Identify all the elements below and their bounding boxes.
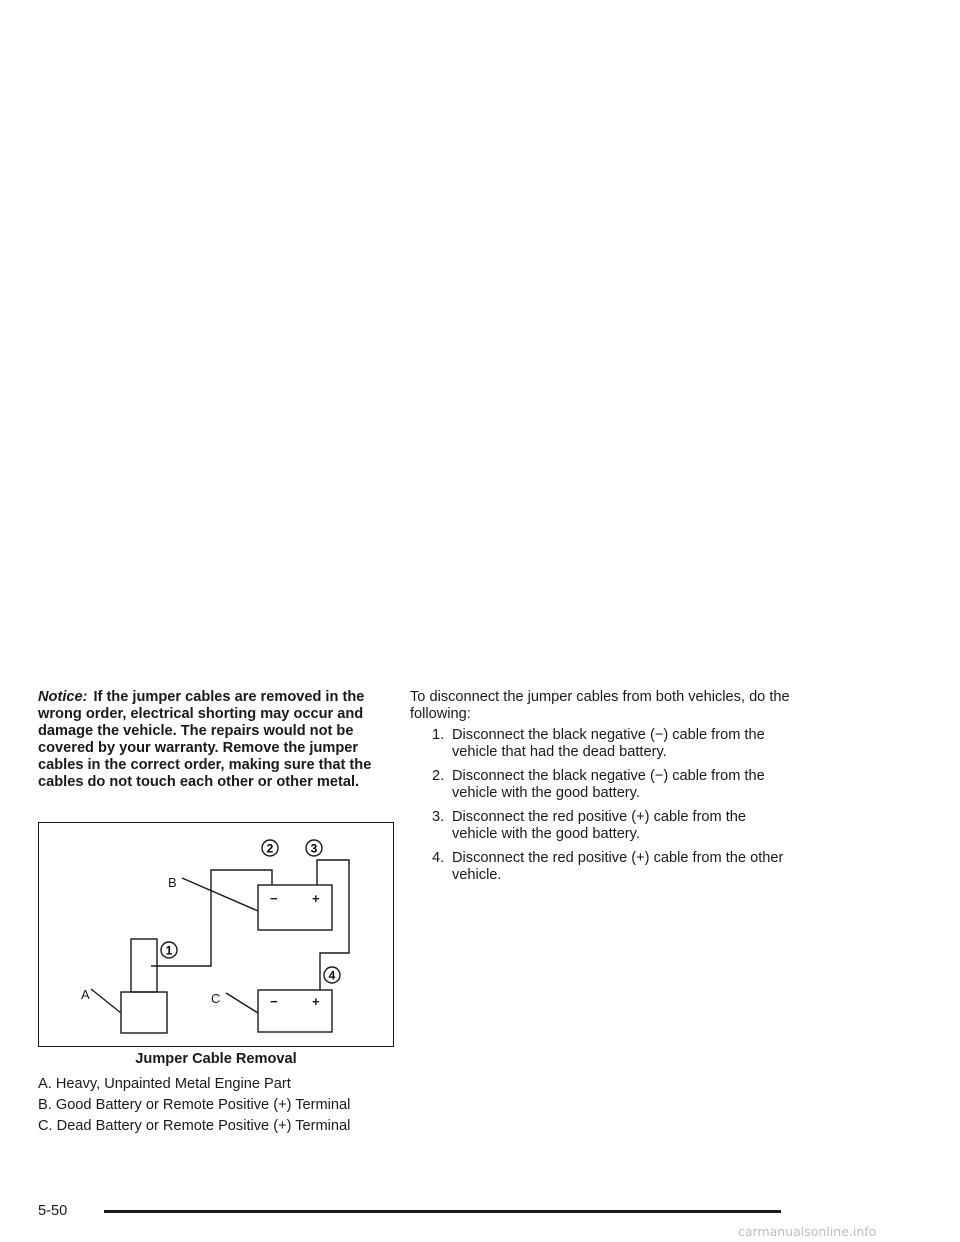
diagram-svg (39, 823, 395, 1048)
instructions-block (410, 689, 790, 891)
notice-label: Notice: (38, 689, 88, 705)
notice-block (38, 689, 398, 791)
step-text: Disconnect the red positive (+) cable from the vehicle with the good battery. (452, 809, 747, 842)
step-number: 4. (432, 850, 445, 866)
step-text: Disconnect the red positive (+) cable from the other vehicle. (452, 850, 784, 883)
label-c: C (211, 991, 221, 1006)
notice-text: If the jumper cables are removed in the wrong order, electrical shorting may occur and damage the vehicle. The repairs would not be covered by your warranty. Remove the jumper cables in the correct order, making sure that the cables do not touch each other or other metal. (38, 689, 372, 790)
jumper-cable-diagram (38, 822, 394, 1047)
notice-paragraph (38, 689, 398, 791)
step-item (410, 850, 790, 884)
step-number: 1. (432, 727, 445, 743)
callout-4: 4 (328, 968, 336, 983)
legend-item-c: C. Dead Battery or Remote Positive (+) Terminal (38, 1118, 351, 1134)
step-item (410, 809, 790, 843)
watermark-text: carmanualsonline.info (738, 1224, 877, 1239)
footer-rule (104, 1210, 781, 1213)
dead-battery-plus: + (312, 994, 320, 1009)
leader-c (226, 993, 258, 1013)
dead-battery-minus: − (270, 994, 278, 1009)
callout-3: 3 (310, 841, 318, 856)
engine-part-shape (121, 992, 167, 1033)
figure-legend (38, 1076, 398, 1139)
figure-caption: Jumper Cable Removal (135, 1051, 297, 1067)
instructions-intro: To disconnect the jumper cables from both vehicles, do the following: (410, 689, 790, 722)
step-item (410, 727, 790, 761)
callout-1: 1 (165, 943, 173, 958)
callout-2: 2 (266, 841, 274, 856)
good-battery-plus: + (312, 891, 320, 906)
good-battery-minus: − (270, 891, 278, 906)
page-number: 5-50 (38, 1203, 68, 1219)
step-text: Disconnect the black negative (−) cable from the vehicle with the good battery. (452, 768, 765, 801)
leader-a (91, 989, 121, 1013)
step-number: 3. (432, 809, 445, 825)
label-b: B (168, 875, 177, 890)
legend-item-b: B. Good Battery or Remote Positive (+) Terminal (38, 1097, 351, 1113)
step-item (410, 768, 790, 802)
label-a: A (81, 987, 90, 1002)
step-number: 2. (432, 768, 445, 784)
legend-item-a: A. Heavy, Unpainted Metal Engine Part (38, 1076, 291, 1092)
instruction-steps (410, 727, 790, 884)
step-text: Disconnect the black negative (−) cable from the vehicle that had the dead battery. (452, 727, 765, 760)
leader-b (182, 878, 258, 911)
